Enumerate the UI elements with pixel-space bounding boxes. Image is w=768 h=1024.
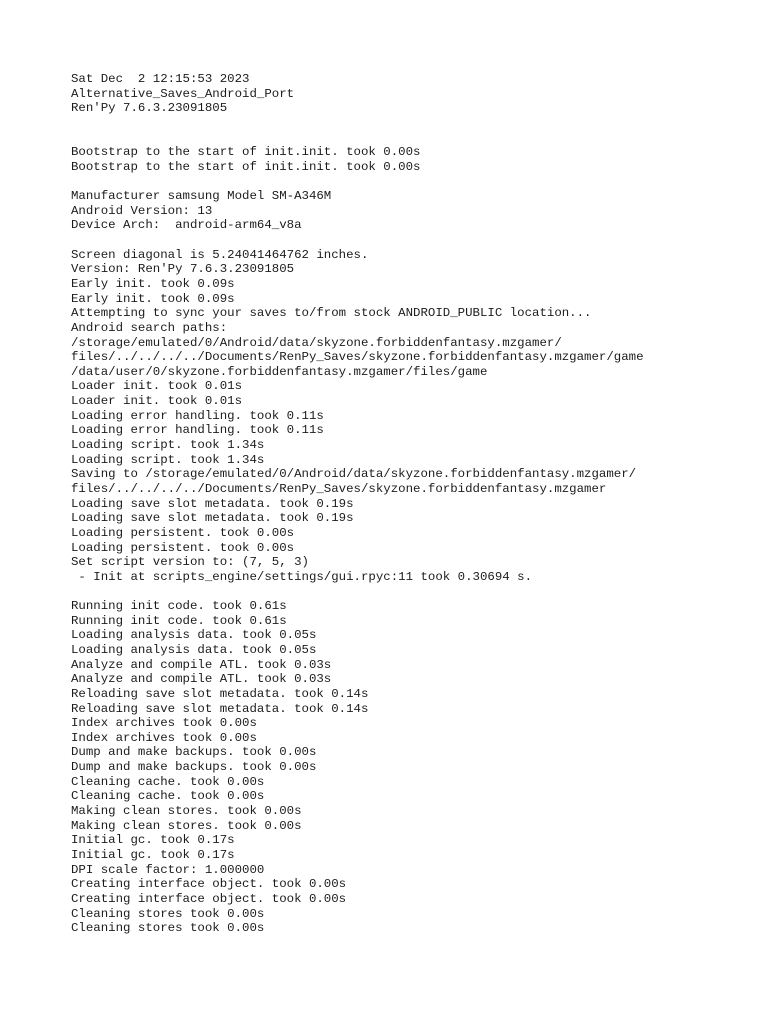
log-line: Android Version: 13 [71, 203, 213, 218]
log-line: Running init code. took 0.61s [71, 599, 287, 614]
log-line: Device Arch: android-arm64_v8a [71, 218, 302, 233]
log-line: Reloading save slot metadata. took 0.14s [71, 701, 369, 716]
log-line: Ren'Py 7.6.3.23091805 [71, 101, 228, 116]
log-line: Set script version to: (7, 5, 3) [71, 555, 309, 570]
log-line: Cleaning cache. took 0.00s [71, 789, 265, 804]
log-line: Alternative_Saves_Android_Port [71, 86, 295, 101]
log-line: Manufacturer samsung Model SM-A346M [71, 189, 332, 204]
log-line: Analyze and compile ATL. took 0.03s [71, 672, 332, 687]
log-line: Cleaning stores took 0.00s [71, 921, 265, 936]
log-line: Loader init. took 0.01s [71, 394, 243, 409]
log-line: Reloading save slot metadata. took 0.14s [71, 686, 369, 701]
log-line: Early init. took 0.09s [71, 276, 235, 291]
log-line: Dump and make backups. took 0.00s [71, 745, 317, 760]
log-line: Bootstrap to the start of init.init. took 0.00s [71, 159, 421, 174]
log-line: Cleaning cache. took 0.00s [71, 774, 265, 789]
log-line: Loader init. took 0.01s [71, 379, 243, 394]
log-line: Loading save slot metadata. took 0.19s [71, 496, 354, 511]
log-line: Loading error handling. took 0.11s [71, 408, 324, 423]
log-line: Dump and make backups. took 0.00s [71, 760, 317, 775]
log-line: Saving to /storage/emulated/0/Android/data/skyzone.forbiddenfantasy.mzgamer/ [71, 467, 637, 482]
log-line: Loading script. took 1.34s [71, 452, 265, 467]
log-line: Initial gc. took 0.17s [71, 847, 235, 862]
log-line [71, 174, 761, 189]
log-line: Loading error handling. took 0.11s [71, 423, 324, 438]
log-line: Loading analysis data. took 0.05s [71, 628, 317, 643]
log-line: Making clean stores. took 0.00s [71, 818, 302, 833]
log-line: Cleaning stores took 0.00s [71, 906, 265, 921]
log-line: files/../../../../Documents/RenPy_Saves/skyzone.forbiddenfantasy.mzgamer [71, 481, 607, 496]
log-line: Loading script. took 1.34s [71, 438, 265, 453]
log-line: /storage/emulated/0/Android/data/skyzone.forbiddenfantasy.mzgamer/ [71, 335, 562, 350]
log-text-block [71, 72, 761, 936]
log-line: Creating interface object. took 0.00s [71, 877, 347, 892]
log-line: Making clean stores. took 0.00s [71, 804, 302, 819]
log-line: /data/user/0/skyzone.forbiddenfantasy.mzgamer/files/game [71, 364, 488, 379]
log-line: Index archives took 0.00s [71, 730, 257, 745]
log-line: Android search paths: [71, 320, 228, 335]
log-line: Early init. took 0.09s [71, 291, 235, 306]
log-line: Loading save slot metadata. took 0.19s [71, 511, 354, 526]
log-line: files/../../../../Documents/RenPy_Saves/skyzone.forbiddenfantasy.mzgamer/game [71, 350, 644, 365]
log-line [71, 131, 761, 146]
log-line: Loading persistent. took 0.00s [71, 540, 295, 555]
log-line [71, 233, 761, 248]
log-line: Loading persistent. took 0.00s [71, 525, 295, 540]
log-line: Version: Ren'Py 7.6.3.23091805 [71, 262, 295, 277]
log-line: Screen diagonal is 5.24041464762 inches. [71, 247, 369, 262]
log-line [71, 116, 761, 131]
log-line: Attempting to sync your saves to/from stock ANDROID_PUBLIC location... [71, 306, 592, 321]
log-line: Bootstrap to the start of init.init. took 0.00s [71, 145, 421, 160]
log-line: Creating interface object. took 0.00s [71, 891, 347, 906]
log-line: DPI scale factor: 1.000000 [71, 862, 265, 877]
log-line: Analyze and compile ATL. took 0.03s [71, 657, 332, 672]
log-line [71, 584, 761, 599]
log-line: Loading analysis data. took 0.05s [71, 642, 317, 657]
log-line: - Init at scripts_engine/settings/gui.rpyc:11 took 0.30694 s. [71, 569, 533, 584]
log-line: Initial gc. took 0.17s [71, 833, 235, 848]
log-line: Sat Dec 2 12:15:53 2023 [71, 72, 250, 86]
log-line: Running init code. took 0.61s [71, 613, 287, 628]
log-line: Index archives took 0.00s [71, 716, 257, 731]
